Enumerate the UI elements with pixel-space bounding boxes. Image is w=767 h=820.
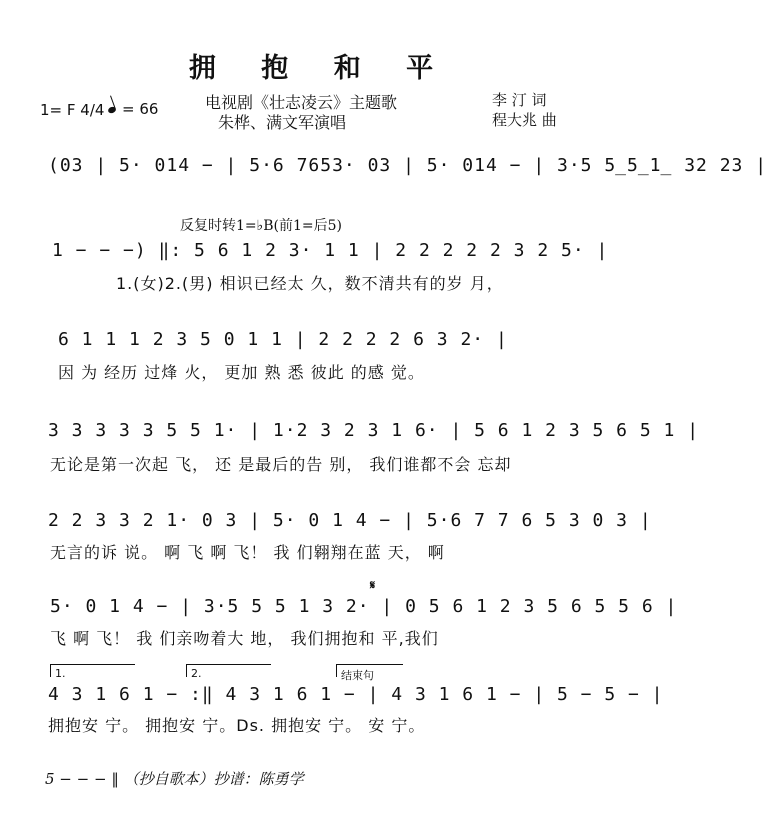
score-line-6-notes: 5· 0 1 4 − | 3·5 5 5 1 3 2· | 0 5 6 1 2 3 5 6 5 5 6 | xyxy=(50,596,678,617)
quarter-note-icon xyxy=(107,105,117,113)
score-line-5-notes: 2 2 3 3 2 1· 0 3 | 5· 0 1 4 − | 5·6 7 7 6 5 3 0 3 | xyxy=(48,510,652,531)
singers-credit: 朱桦、满文军演唱 xyxy=(218,113,347,132)
score-line-5-lyrics: 无言的诉 说。 啊 飞 啊 飞！ 我 们翱翔在蓝 天， 啊 xyxy=(50,543,445,562)
score-line-4-notes: 3 3 3 3 3 5 5 1· | 1·2 3 2 3 1 6· | 5 6 1 2 3 5 6 5 1 | xyxy=(48,420,700,441)
score-line-1-notes: (03 | 5· 014 − | 5·6 7653· 03 | 5· 014 − | 3·5 5̲5̲1̲ 32 23 | xyxy=(48,155,767,176)
score-line-4-lyrics: 无论是第一次起 飞， 还 是最后的告 别， 我们谁都不会 忘却 xyxy=(50,455,512,474)
score-line-3-notes: 6 1 1 1 2 3 5 0 1 1 | 2 2 2 2 6 3 2· | xyxy=(58,329,508,350)
footer-credit: 5 − − − ‖ （抄自歌本）抄谱：陈勇学 xyxy=(45,770,304,788)
key-signature: 1= F 4/4 xyxy=(40,101,105,119)
volta-bracket-2: 2. xyxy=(186,664,271,677)
modulation-note: 反复时转1=♭B(前1=后5) xyxy=(180,218,342,234)
score-line-7-lyrics: 拥抱安 宁。 拥抱安 宁。Ds. 拥抱安 宁。 安 宁。 xyxy=(48,716,426,735)
tempo-marking xyxy=(108,100,158,118)
volta-bracket-1: 1. xyxy=(50,664,135,677)
tempo-value: = 66 xyxy=(122,100,159,118)
credits-block xyxy=(492,90,557,130)
song-subtitle: 电视剧《壮志凌云》主题歌 xyxy=(205,93,398,112)
score-line-2-lyrics: 1.(女)2.(男) 相识已经太 久，数不清共有的岁 月， xyxy=(116,274,504,293)
score-line-2-notes: 1 − − −) ‖: 5 6 1 2 3· 1 1 | 2 2 2 2 2 3 2 5· | xyxy=(52,240,609,261)
song-title: 拥 抱 和 平 xyxy=(188,53,452,84)
segno-sign: 𝄋 xyxy=(370,578,376,592)
volta-bracket-ending: 结束句 xyxy=(336,664,403,677)
score-line-7-notes: 4 3 1 6 1 − :‖ 4 3 1 6 1 − | 4 3 1 6 1 − | 5 − 5 − | xyxy=(48,684,664,705)
lyricist-credit: 李 汀 词 xyxy=(492,91,547,109)
score-line-6-lyrics: 飞 啊 飞！ 我 们亲吻着大 地， 我们拥抱和 平,我们 xyxy=(50,629,439,648)
score-line-3-lyrics: 因 为 经历 过烽 火， 更加 熟 悉 彼此 的感 觉。 xyxy=(58,363,425,382)
composer-credit: 程大兆 曲 xyxy=(492,111,557,129)
